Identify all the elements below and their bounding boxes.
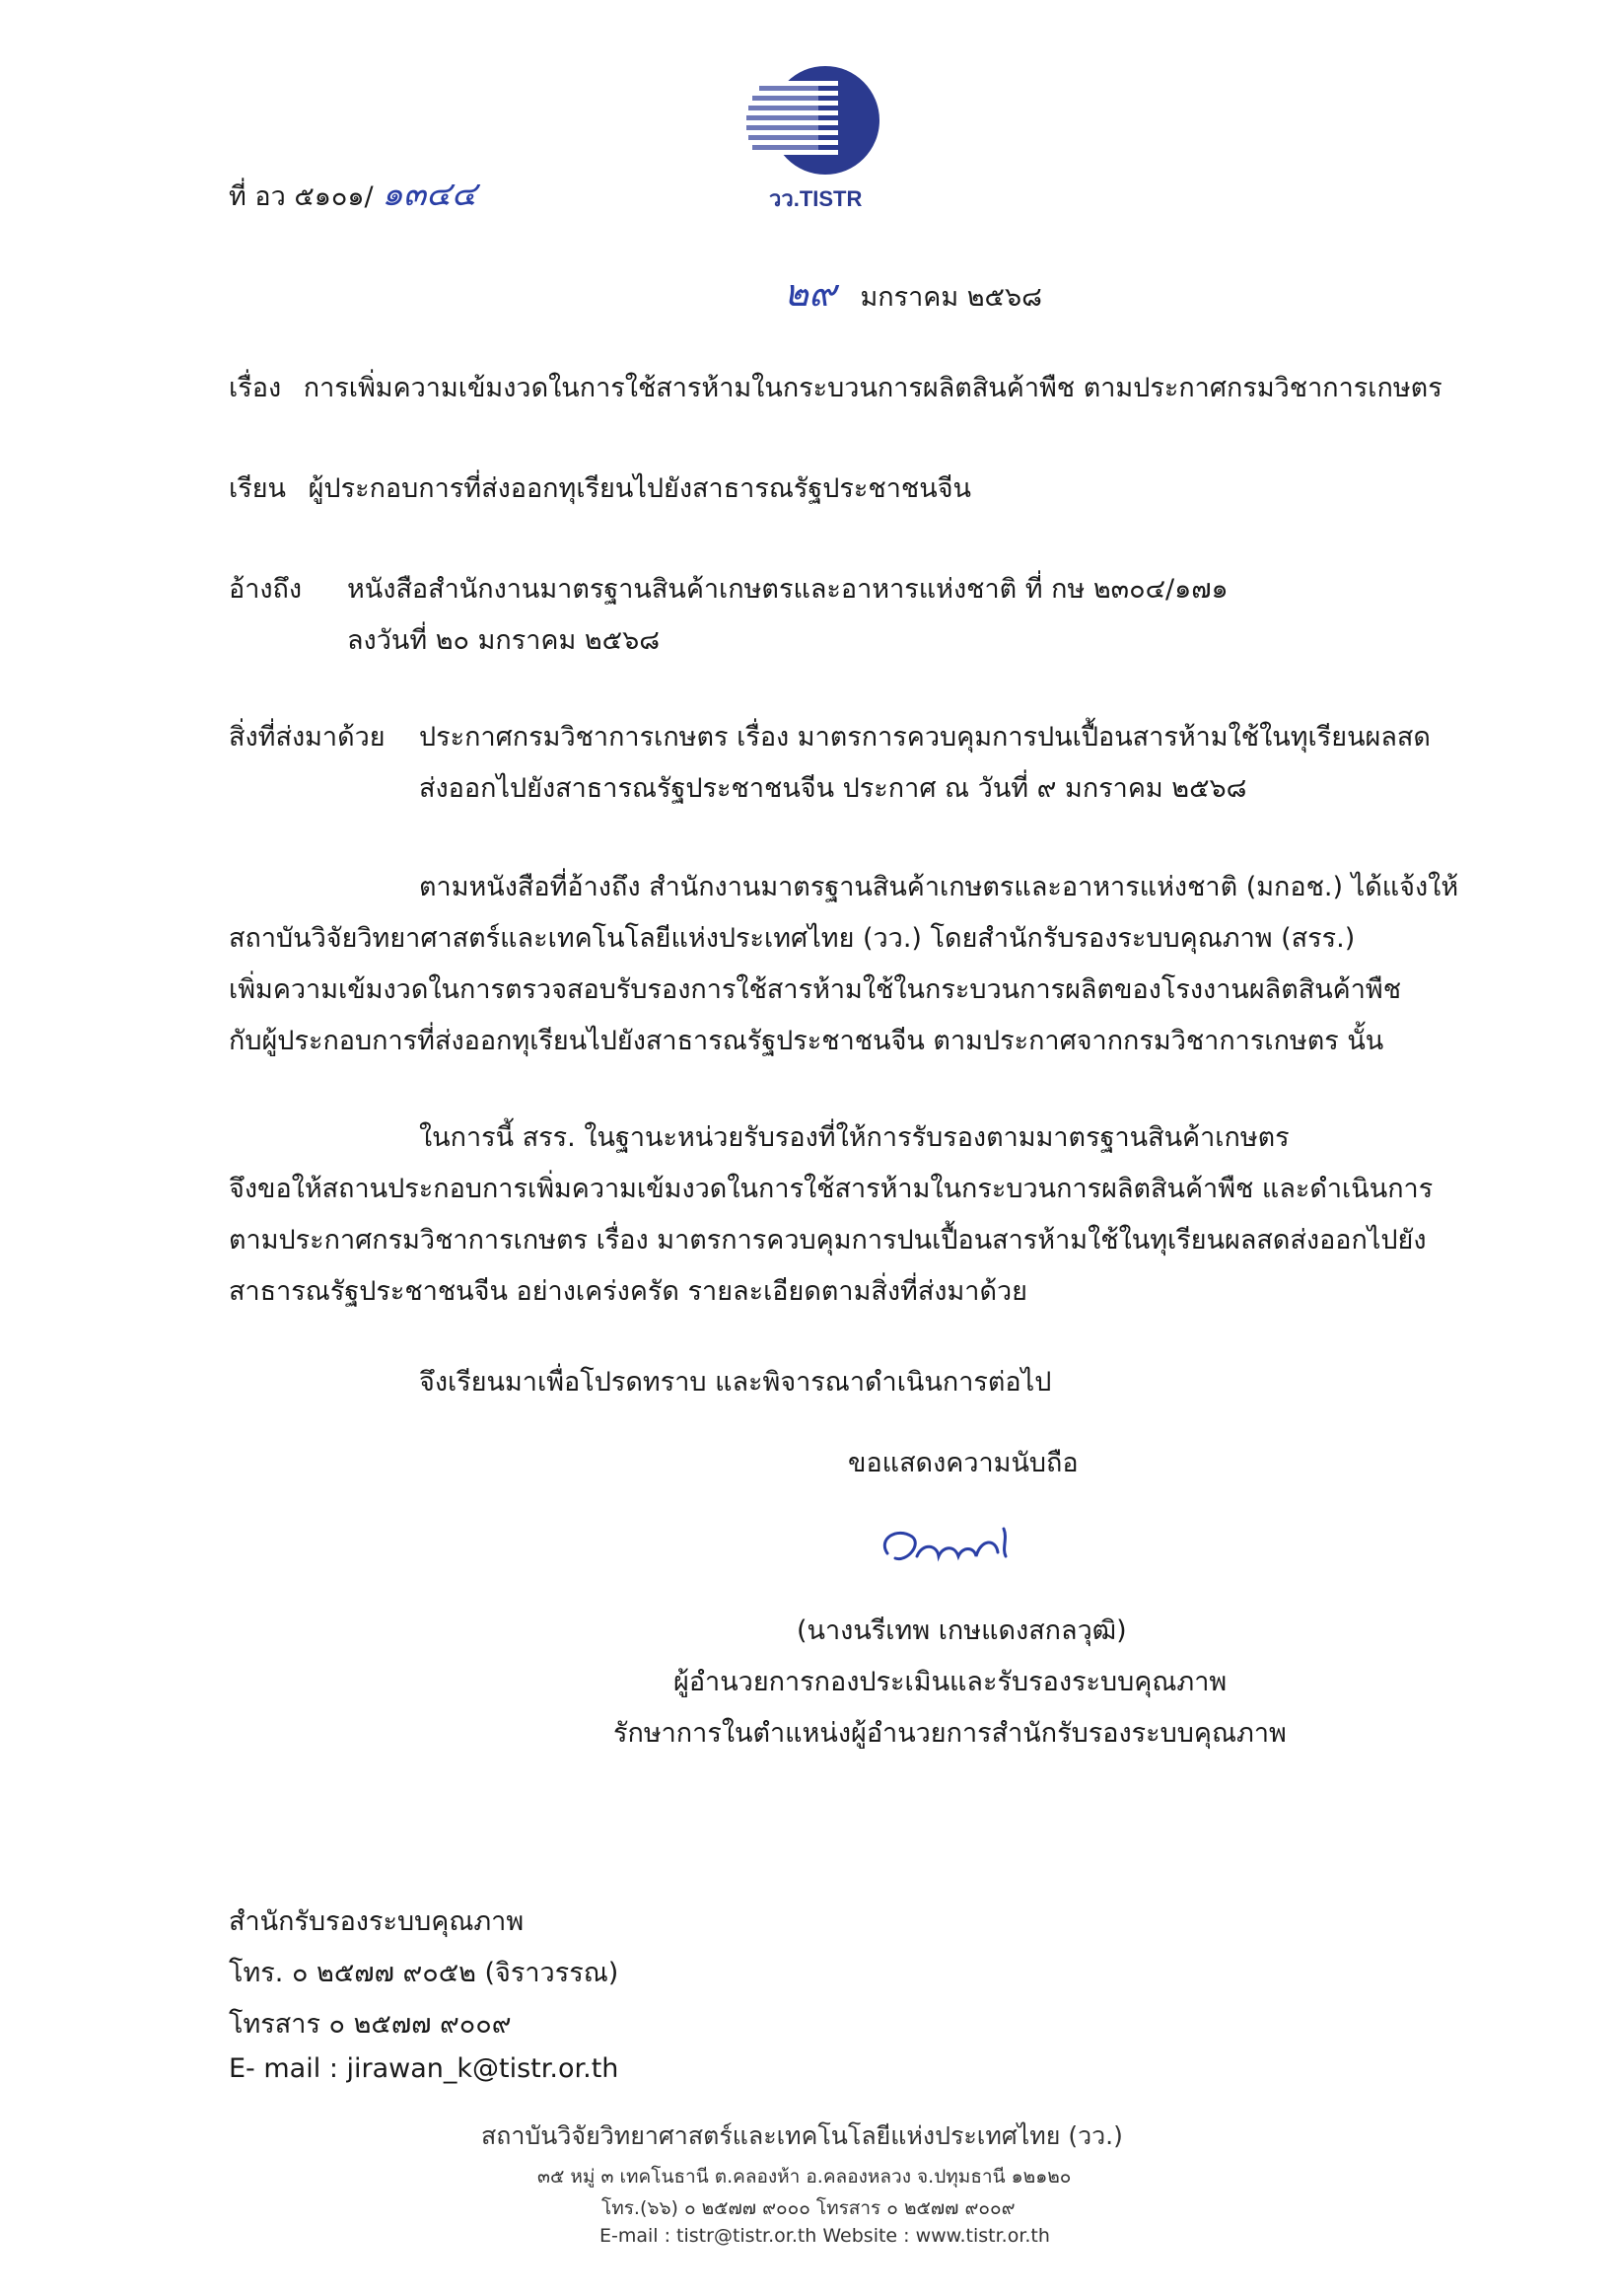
date-month-year: มกราคม ๒๕๖๘	[860, 282, 1042, 313]
reference-label: อ้างถึง	[229, 574, 303, 605]
closing-line: จึงเรียนมาเพื่อโปรดทราบ และพิจารณาดำเนินการต่อไป	[419, 1367, 1052, 1398]
recipient-text: ผู้ประกอบการที่ส่งออกทุเรียนไปยังสาธารณรัฐประชาชนจีน	[308, 473, 971, 504]
subject-text: การเพิ่มความเข้มงวดในการใช้สารห้ามในกระบวนการผลิตสินค้าพืช ตามประกาศกรมวิชาการเกษตร	[303, 373, 1442, 403]
para2-line1: ในการนี้ สรร. ในฐานะหน่วยรับรองที่ให้การรับรองตามมาตรฐานสินค้าเกษตร	[419, 1122, 1290, 1153]
enclosure-label: สิ่งที่ส่งมาด้วย	[229, 722, 386, 753]
para1-line4: กับผู้ประกอบการที่ส่งออกทุเรียนไปยังสาธารณรัฐประชาชนจีน ตามประกาศจากกรมวิชาการเกษตร นั้น	[229, 1026, 1384, 1056]
footer-phone-fax: โทร.(๖๖) ๐ ๒๕๗๗ ๙๐๐๐ โทรสาร ๐ ๒๕๗๗ ๙๐๐๙	[601, 2197, 1016, 2219]
recipient-label: เรียน	[229, 473, 287, 504]
footer-org: สถาบันวิจัยวิทยาศาสตร์และเทคโนโลยีแห่งประเทศไทย (วว.)	[481, 2121, 1123, 2150]
contact-fax: โทรสาร ๐ ๒๕๗๗ ๙๐๐๙	[229, 2009, 512, 2040]
para2-line4: สาธารณรัฐประชาชนจีน อย่างเคร่งครัด รายละเอียดตามสิ่งที่ส่งมาด้วย	[229, 1276, 1027, 1307]
para2-line2: จึงขอให้สถานประกอบการเพิ่มความเข้มงวดในการใช้สารห้ามในกระบวนการผลิตสินค้าพืช และดำเนินการ	[229, 1174, 1434, 1204]
footer-address: ๓๕ หมู่ ๓ เทคโนธานี ต.คลองห้า อ.คลองหลวง จ.ปทุมธานี ๑๒๑๒๐	[537, 2166, 1072, 2188]
reference-line1: หนังสือสำนักงานมาตรฐานสินค้าเกษตรและอาหารแห่งชาติ ที่ กษ ๒๓๐๔/๑๗๑	[347, 574, 1229, 605]
contact-email: E- mail : jirawan_k@tistr.or.th	[229, 2053, 619, 2084]
signer-name: (นางนรีเทพ เกษแดงสกลวุฒิ)	[797, 1615, 1127, 1646]
footer-web: E-mail : tistr@tistr.or.th Website : www.tistr.or.th	[599, 2225, 1050, 2247]
para1-line2: สถาบันวิจัยวิทยาศาสตร์และเทคโนโลยีแห่งประเทศไทย (วว.) โดยสำนักรับรองระบบคุณภาพ (สรร.)	[229, 923, 1356, 954]
signer-title-2: รักษาการในตำแหน่งผู้อำนวยการสำนักรับรองระบบคุณภาพ	[613, 1718, 1287, 1749]
salutation: ขอแสดงความนับถือ	[848, 1448, 1079, 1478]
letter-date	[784, 271, 1042, 315]
enclosure-line1: ประกาศกรมวิชาการเกษตร เรื่อง มาตรการควบคุมการปนเปื้อนสารห้ามใช้ในทุเรียนผลสด	[419, 722, 1431, 753]
ref-number-printed: ที่ อว ๕๑๐๑/	[229, 181, 374, 212]
date-day-handwritten: ๒๙	[784, 271, 836, 315]
handwritten-signature	[868, 1519, 1035, 1582]
recipient-line	[229, 475, 971, 502]
subject-line	[229, 375, 1442, 401]
para1-line3: เพิ่มความเข้มงวดในการตรวจสอบรับรองการใช้สารห้ามใช้ในกระบวนการผลิตของโรงงานผลิตสินค้าพืช	[229, 974, 1402, 1005]
para2-line3: ตามประกาศกรมวิชาการเกษตร เรื่อง มาตรการควบคุมการปนเปื้อนสารห้ามใช้ในทุเรียนผลสดส่งออกไปยัง	[229, 1225, 1427, 1256]
subject-label: เรื่อง	[229, 373, 282, 403]
signer-title-1: ผู้อำนวยการกองประเมินและรับรองระบบคุณภาพ	[673, 1667, 1228, 1697]
contact-office: สำนักรับรองระบบคุณภาพ	[229, 1906, 525, 1937]
para1-line1: ตามหนังสือที่อ้างถึง สำนักงานมาตรฐานสินค้าเกษตรและอาหารแห่งชาติ (มกอช.) ได้แจ้งให้	[419, 872, 1459, 902]
contact-phone: โทร. ๐ ๒๕๗๗ ๙๐๕๒ (จิราวรรณ)	[229, 1958, 619, 1988]
ref-number	[229, 175, 477, 214]
reference-line2: ลงวันที่ ๒๐ มกราคม ๒๕๖๘	[347, 625, 661, 656]
ref-number-handwritten: ๑๓๔๔	[382, 175, 477, 214]
tistr-logo	[735, 61, 902, 209]
logo-text: วว.TISTR	[769, 186, 863, 211]
enclosure-line2: ส่งออกไปยังสาธารณรัฐประชาชนจีน ประกาศ ณ วันที่ ๙ มกราคม ๒๕๖๘	[419, 773, 1247, 804]
